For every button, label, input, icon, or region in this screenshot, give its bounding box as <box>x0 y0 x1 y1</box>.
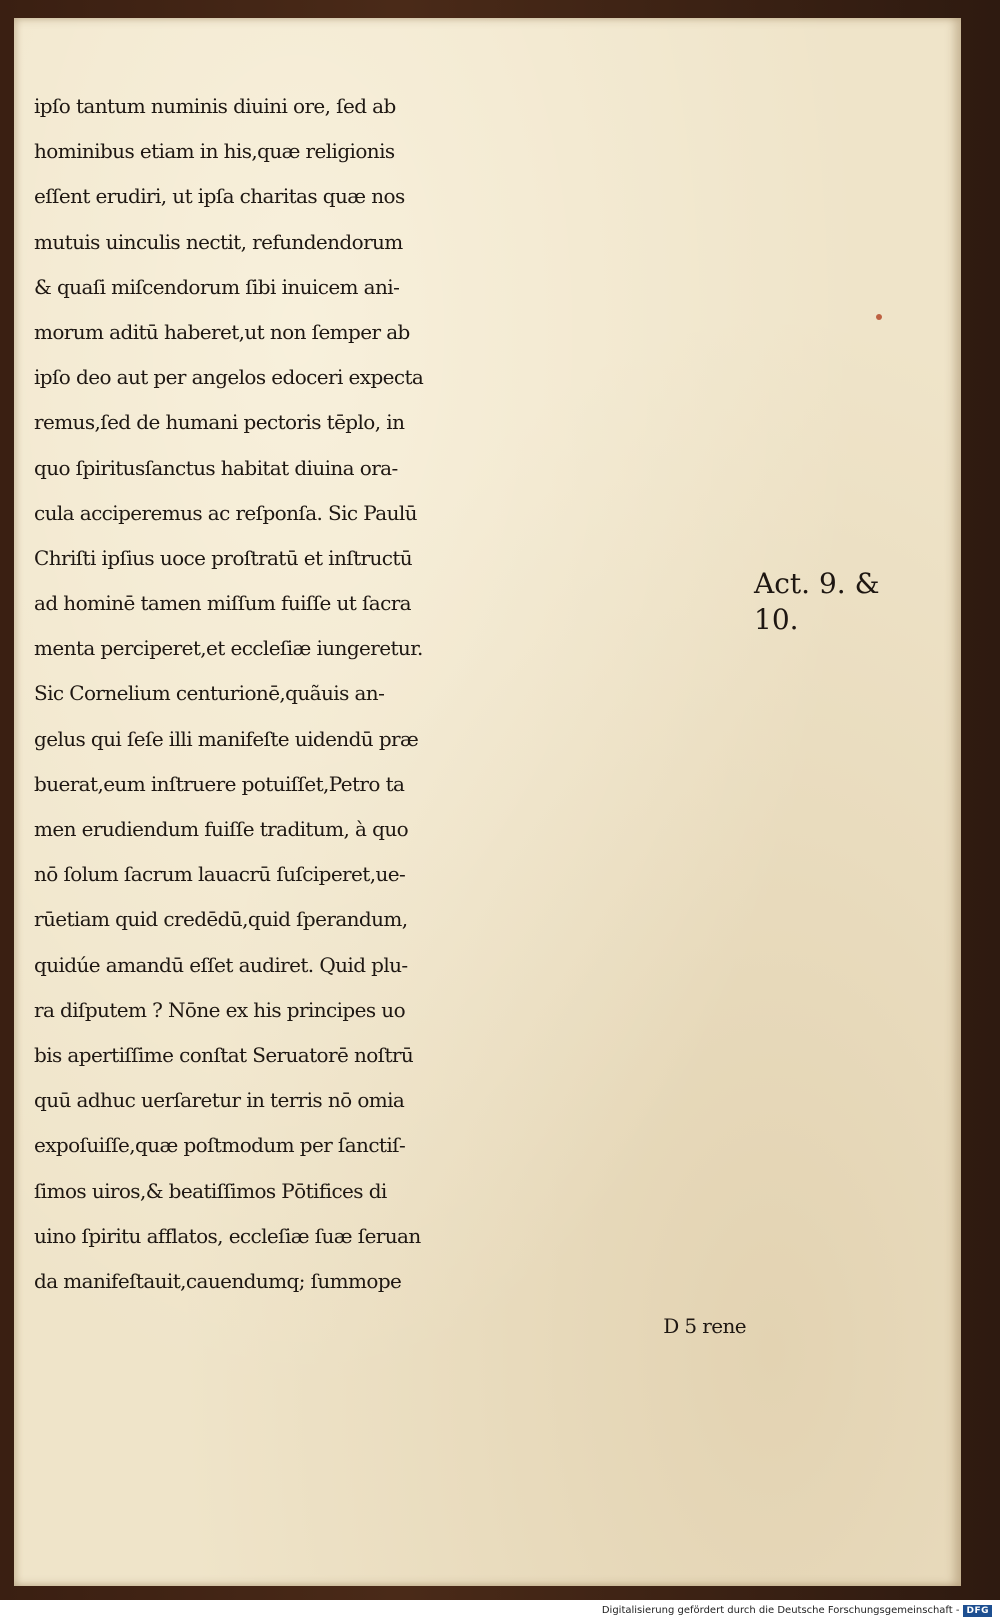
text-line: da manifeſtauit,cauendumq; ſummope <box>34 1268 402 1293</box>
text-line: men erudiendum fuiſſe traditum, à quo <box>34 817 409 841</box>
catchword: D 5 rene <box>663 1314 746 1339</box>
text-line: quidúe amandū eſſet audiret. Quid plu- <box>34 952 408 977</box>
text-line: ſimos uiros,& beatiſſimos Pōtifices di <box>34 1178 387 1203</box>
text-line: expoſuiſſe,quæ poſtmodum per ſanctiſ- <box>34 1133 406 1158</box>
footer <box>602 1602 992 1619</box>
text-line: buerat,eum inſtruere potuiſſet,Petro ta <box>34 771 405 796</box>
text-line: Chriſti ipſius uoce proſtratū et inſtructū <box>34 545 413 570</box>
dfg-logo: DFG <box>963 1605 992 1617</box>
text-line: morum aditū haberet,ut non ſemper ab <box>34 319 410 344</box>
text-line: ad hominē tamen miſſum fuiſſe ut ſacra <box>34 591 411 616</box>
text-line: ipſo tantum numinis diuini ore, ſed ab <box>34 94 396 118</box>
text-line: hominibus etiam in his,quæ religionis <box>34 139 395 164</box>
ink-speck <box>876 314 882 320</box>
text-line: rūetiam quid credēdū,quid ſperandum, <box>34 907 408 932</box>
text-line: eſſent erudiri, ut ipſa charitas quæ nos <box>34 184 405 209</box>
text-line: ipſo deo aut per angelos edoceri expecta <box>34 365 424 390</box>
text-line: Sic Cornelium centurionē,quãuis an- <box>34 681 385 706</box>
text-line: cula acciperemus ac reſponſa. Sic Paulū <box>34 500 417 525</box>
text-line: & quaſi miſcendorum ſibi inuicem ani- <box>34 274 400 299</box>
text-line: uino ſpiritu afflatos, eccleſiæ ſuæ ſeruan <box>34 1223 421 1248</box>
text-line: remus,ſed de humani pectoris tēplo, in <box>34 410 405 435</box>
marginal-note-line: Act. 9. & <box>754 567 880 600</box>
text-line: menta perciperet,et eccleſiæ iungeretur. <box>34 636 423 661</box>
marginal-note <box>754 566 880 638</box>
text-line: nō ſolum ſacrum lauacrū ſuſciperet,ue- <box>34 862 406 887</box>
text-line: bis apertiſſime conſtat Seruatorē noſtrū <box>34 1042 414 1067</box>
text-line: mutuis uinculis nectit, refundendorum <box>34 229 403 254</box>
text-line: quū adhuc uerſaretur in terris nō omia <box>34 1088 405 1113</box>
marginal-note-line: 10. <box>754 603 799 636</box>
book-page <box>14 18 961 1586</box>
body-text <box>34 84 754 1349</box>
funding-credit: Digitalisierung gefördert durch die Deutsche Forschungsgemeinschaft - <box>601 1605 960 1616</box>
text-line: quo ſpiritusſanctus habitat diuina ora- <box>34 455 398 480</box>
text-line: gelus qui ſeſe illi manifeſte uidendū præ <box>34 726 419 751</box>
text-line: ra diſputem ? Nōne ex his principes uo <box>34 997 406 1022</box>
